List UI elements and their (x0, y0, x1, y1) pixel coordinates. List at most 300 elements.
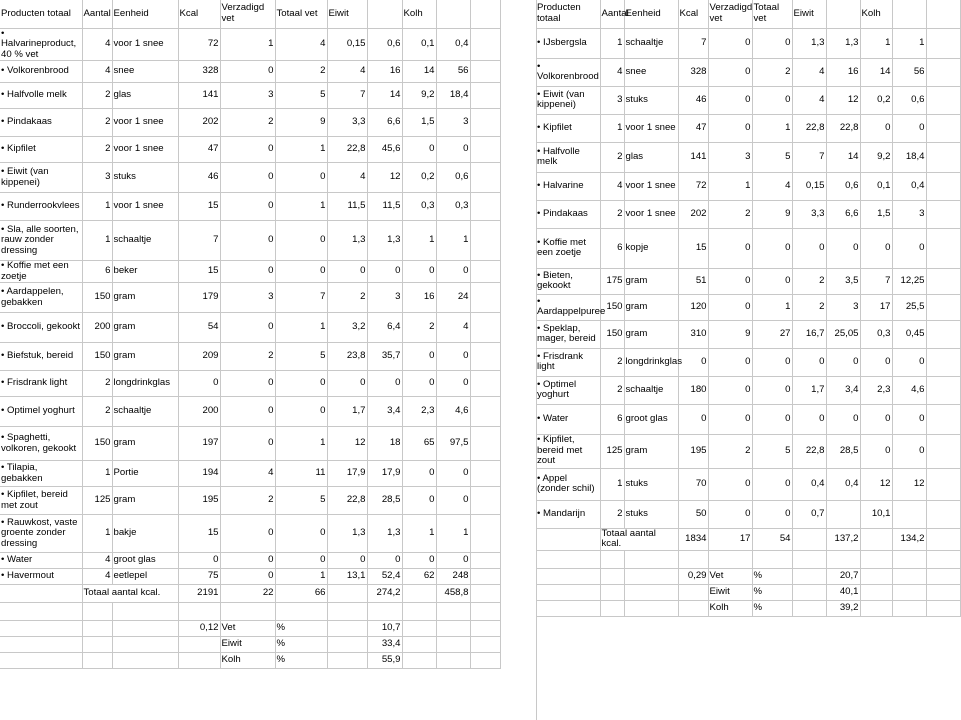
value-cell: 2 (402, 313, 436, 343)
empty-cell (600, 550, 624, 568)
value-cell: 16 (402, 283, 436, 313)
empty-cell (860, 550, 892, 568)
empty-cell (792, 550, 826, 568)
value-cell: 2 (220, 487, 275, 515)
value-cell: 0 (367, 553, 402, 569)
value-cell: 0 (752, 28, 792, 58)
product-name: • Kipfilet, bereid met zout (0, 487, 82, 515)
value-cell: 9,2 (402, 83, 436, 109)
empty-cell (470, 603, 500, 621)
value-cell: 0 (892, 228, 926, 268)
blank-row (536, 550, 960, 568)
empty-cell (0, 653, 82, 669)
unit: stuks (624, 468, 678, 500)
value-cell: 0 (275, 553, 327, 569)
value-cell: 0 (792, 348, 826, 376)
value-cell: 1,3 (367, 221, 402, 261)
right-table-body (536, 28, 960, 616)
value-cell: 28,5 (826, 434, 860, 468)
header-carbs: Kolh (402, 0, 436, 28)
value-cell: 4 (220, 461, 275, 487)
total-row (0, 585, 500, 603)
value-cell (892, 500, 926, 528)
value-cell: 0,2 (860, 86, 892, 114)
unit: schaaltje (624, 28, 678, 58)
value-cell: 0 (752, 404, 792, 434)
summary-row (536, 600, 960, 616)
value-cell: 52,4 (367, 569, 402, 585)
empty-cell (327, 603, 367, 621)
unit: voor 1 snee (112, 137, 178, 163)
value-cell: 3,4 (826, 376, 860, 404)
empty-cell (82, 653, 112, 669)
empty-cell (470, 83, 500, 109)
product-name: • Havermout (0, 569, 82, 585)
unit: stuks (624, 86, 678, 114)
value-cell: 197 (178, 427, 220, 461)
product-name: • Halfvolle melk (0, 83, 82, 109)
value-cell: 0,7 (792, 500, 826, 528)
empty-cell (926, 404, 960, 434)
table-row (0, 261, 500, 283)
value-cell: 1 (436, 515, 470, 553)
value-cell: 0 (892, 348, 926, 376)
table-row (536, 320, 960, 348)
empty-cell (470, 109, 500, 137)
amount: 3 (82, 163, 112, 193)
value-cell: 0 (220, 371, 275, 397)
value-cell: 0 (752, 500, 792, 528)
amount: 2 (600, 200, 624, 228)
empty-cell (470, 28, 500, 61)
value-cell: 28,5 (367, 487, 402, 515)
empty-cell (275, 603, 327, 621)
value-cell: 0 (367, 371, 402, 397)
product-name: • Bieten, gekookt (536, 268, 600, 294)
amount: 1 (600, 114, 624, 142)
empty-cell (436, 653, 470, 669)
value-cell: 328 (678, 58, 708, 86)
table-row (0, 283, 500, 313)
empty-cell (792, 528, 826, 550)
unit: gram (112, 487, 178, 515)
empty-cell (402, 653, 436, 669)
value-cell: 0,4 (892, 172, 926, 200)
table-row (0, 221, 500, 261)
total-protein: 274,2 (367, 585, 402, 603)
value-cell: 1 (402, 221, 436, 261)
value-cell: 0 (436, 461, 470, 487)
value-cell: 15 (178, 261, 220, 283)
value-cell: 0 (178, 371, 220, 397)
value-cell: 22,8 (792, 114, 826, 142)
header-carbs-total (436, 0, 470, 28)
empty-cell (436, 603, 470, 621)
value-cell: 5 (752, 434, 792, 468)
empty-cell (470, 397, 500, 427)
header-product: Producten totaal (0, 0, 82, 28)
value-cell: 1,3 (792, 28, 826, 58)
value-cell: 16 (367, 61, 402, 83)
value-cell: 0,4 (436, 28, 470, 61)
value-cell: 0 (752, 376, 792, 404)
table-row (0, 28, 500, 61)
value-cell: 0 (708, 294, 752, 320)
empty-cell (327, 621, 367, 637)
empty-cell (470, 61, 500, 83)
amount: 4 (600, 58, 624, 86)
value-cell: 4 (275, 28, 327, 61)
value-cell: 0 (178, 553, 220, 569)
value-cell: 0 (327, 261, 367, 283)
amount: 2 (82, 109, 112, 137)
unit: snee (624, 58, 678, 86)
empty-cell (112, 603, 178, 621)
empty-cell (860, 600, 892, 616)
empty-cell (926, 550, 960, 568)
empty-cell (470, 653, 500, 669)
header-carbs: Kolh (860, 0, 892, 28)
value-cell: 18,4 (892, 142, 926, 172)
unit: beker (112, 261, 178, 283)
empty-cell (826, 550, 860, 568)
value-cell: 120 (678, 294, 708, 320)
summary-value: 39,2 (826, 600, 860, 616)
value-cell: 0 (436, 343, 470, 371)
value-cell: 248 (436, 569, 470, 585)
empty-cell (926, 200, 960, 228)
unit: gram (112, 427, 178, 461)
value-cell: 0 (708, 348, 752, 376)
value-cell: 70 (678, 468, 708, 500)
summary-ratio (178, 637, 220, 653)
summary-row (536, 568, 960, 584)
value-cell: 0 (220, 553, 275, 569)
value-cell: 7 (178, 221, 220, 261)
table-row (0, 61, 500, 83)
value-cell: 12 (860, 468, 892, 500)
value-cell: 22,8 (792, 434, 826, 468)
value-cell: 0 (402, 137, 436, 163)
value-cell: 0,1 (860, 172, 892, 200)
summary-percent-sign: % (752, 568, 792, 584)
value-cell: 0 (708, 28, 752, 58)
value-cell: 4,6 (892, 376, 926, 404)
header-carbs-total (892, 0, 926, 28)
amount: 2 (600, 500, 624, 528)
value-cell: 0,6 (892, 86, 926, 114)
table-row (536, 28, 960, 58)
product-name: • Frisdrank light (536, 348, 600, 376)
value-cell: 0,3 (860, 320, 892, 348)
value-cell: 2 (708, 200, 752, 228)
empty-cell (470, 569, 500, 585)
summary-percent-sign: % (752, 584, 792, 600)
empty-cell (327, 637, 367, 653)
value-cell: 2,3 (860, 376, 892, 404)
empty-cell (926, 268, 960, 294)
table-row (0, 427, 500, 461)
value-cell: 0 (752, 468, 792, 500)
header-amount: Aantal (82, 0, 112, 28)
value-cell: 0,2 (402, 163, 436, 193)
empty-cell (678, 550, 708, 568)
table-row (0, 569, 500, 585)
value-cell: 1,3 (367, 515, 402, 553)
blank-row (0, 603, 500, 621)
table-row (0, 343, 500, 371)
total-saturated-fat: 17 (708, 528, 752, 550)
value-cell: 328 (178, 61, 220, 83)
value-cell: 65 (402, 427, 436, 461)
empty-cell (624, 568, 678, 584)
empty-cell (0, 621, 82, 637)
product-name: • Runderrookvlees (0, 193, 82, 221)
product-name: • Koffie met een zoetje (0, 261, 82, 283)
value-cell: 15 (178, 515, 220, 553)
value-cell: 1 (275, 569, 327, 585)
table-row (0, 163, 500, 193)
value-cell: 0 (402, 371, 436, 397)
total-saturated-fat: 22 (220, 585, 275, 603)
value-cell: 1 (752, 294, 792, 320)
value-cell: 3,5 (826, 268, 860, 294)
value-cell: 0 (436, 137, 470, 163)
right-nutrition-table (536, 0, 961, 617)
value-cell: 13,1 (327, 569, 367, 585)
empty-cell (0, 603, 82, 621)
table-row (536, 348, 960, 376)
value-cell: 7 (678, 28, 708, 58)
header-protein: Eiwit (792, 0, 826, 28)
value-cell: 194 (178, 461, 220, 487)
value-cell: 5 (275, 83, 327, 109)
summary-row (0, 653, 500, 669)
value-cell: 46 (678, 86, 708, 114)
value-cell: 16 (826, 58, 860, 86)
product-name: • Spaghetti, volkoren, gekookt (0, 427, 82, 461)
value-cell: 0 (708, 376, 752, 404)
value-cell: 7 (327, 83, 367, 109)
empty-cell (470, 163, 500, 193)
summary-ratio (178, 653, 220, 669)
empty-cell (470, 487, 500, 515)
header-total-fat: Totaal vet (752, 0, 792, 28)
value-cell: 11 (275, 461, 327, 487)
value-cell: 0 (220, 193, 275, 221)
value-cell: 0 (892, 434, 926, 468)
value-cell: 0 (436, 487, 470, 515)
value-cell: 17,9 (327, 461, 367, 487)
summary-ratio (678, 600, 708, 616)
value-cell: 11,5 (327, 193, 367, 221)
value-cell: 46 (178, 163, 220, 193)
amount: 175 (600, 268, 624, 294)
empty-cell (327, 653, 367, 669)
value-cell: 47 (178, 137, 220, 163)
value-cell: 12 (367, 163, 402, 193)
value-cell: 1 (220, 28, 275, 61)
table-row (0, 515, 500, 553)
header-saturated-fat: Verzadigd vet (220, 0, 275, 28)
empty-cell (470, 343, 500, 371)
empty-cell (178, 603, 220, 621)
header-kcal: Kcal (178, 0, 220, 28)
amount: 2 (82, 397, 112, 427)
product-name: • Halvarineproduct, 40 % vet (0, 28, 82, 61)
unit: longdrinkglas (624, 348, 678, 376)
value-cell: 12,25 (892, 268, 926, 294)
table-row (0, 553, 500, 569)
empty-cell (470, 515, 500, 553)
value-cell: 0,45 (892, 320, 926, 348)
table-row (0, 313, 500, 343)
empty-cell (536, 550, 600, 568)
empty-cell (792, 584, 826, 600)
empty-cell (436, 637, 470, 653)
empty-cell (470, 371, 500, 397)
product-name: • Optimel yoghurt (536, 376, 600, 404)
product-name: • Water (0, 553, 82, 569)
empty-cell (752, 550, 792, 568)
value-cell: 1,5 (860, 200, 892, 228)
value-cell: 12 (826, 86, 860, 114)
value-cell: 15 (178, 193, 220, 221)
value-cell: 0 (220, 515, 275, 553)
column-gap (500, 0, 537, 720)
empty-cell (470, 553, 500, 569)
value-cell: 9 (752, 200, 792, 228)
value-cell: 0 (678, 348, 708, 376)
value-cell: 0 (220, 261, 275, 283)
value-cell: 0 (792, 228, 826, 268)
value-cell: 1 (752, 114, 792, 142)
summary-value: 20,7 (826, 568, 860, 584)
amount: 1 (600, 468, 624, 500)
unit: glas (624, 142, 678, 172)
amount: 2 (82, 83, 112, 109)
value-cell: 4 (327, 61, 367, 83)
value-cell: 2 (792, 268, 826, 294)
empty-cell (624, 600, 678, 616)
amount: 150 (82, 427, 112, 461)
summary-value: 40,1 (826, 584, 860, 600)
empty-cell (792, 600, 826, 616)
value-cell: 0 (275, 221, 327, 261)
table-row (536, 114, 960, 142)
empty-cell (536, 528, 600, 550)
summary-percent-sign: % (752, 600, 792, 616)
value-cell: 75 (178, 569, 220, 585)
unit: eetlepel (112, 569, 178, 585)
empty-cell (926, 142, 960, 172)
value-cell: 0 (402, 487, 436, 515)
value-cell: 7 (275, 283, 327, 313)
value-cell: 1,3 (327, 515, 367, 553)
value-cell: 5 (275, 487, 327, 515)
empty-cell (926, 294, 960, 320)
table-row (536, 268, 960, 294)
value-cell: 0 (275, 261, 327, 283)
table-row (0, 137, 500, 163)
value-cell: 4 (327, 163, 367, 193)
empty-cell (402, 603, 436, 621)
table-row (536, 86, 960, 114)
value-cell: 0,15 (327, 28, 367, 61)
value-cell: 200 (178, 397, 220, 427)
empty-cell (926, 376, 960, 404)
left-table-body (0, 28, 500, 669)
value-cell: 3 (436, 109, 470, 137)
value-cell: 45,6 (367, 137, 402, 163)
unit: schaaltje (624, 376, 678, 404)
unit: stuks (624, 500, 678, 528)
value-cell: 15 (678, 228, 708, 268)
product-name: • Mandarijn (536, 500, 600, 528)
value-cell: 0 (220, 137, 275, 163)
amount: 125 (82, 487, 112, 515)
empty-cell (600, 600, 624, 616)
table-row (536, 434, 960, 468)
value-cell: 0 (792, 404, 826, 434)
value-cell: 62 (402, 569, 436, 585)
empty-cell (892, 600, 926, 616)
value-cell: 2 (220, 343, 275, 371)
table-row (536, 58, 960, 86)
product-name: • Kipfilet, bereid met zout (536, 434, 600, 468)
amount: 150 (82, 283, 112, 313)
summary-percent-sign: % (275, 653, 327, 669)
unit: gram (624, 320, 678, 348)
value-cell: 22,8 (826, 114, 860, 142)
header-saturated-fat: Verzadigd vet (708, 0, 752, 28)
header-extra (926, 0, 960, 28)
value-cell: 141 (678, 142, 708, 172)
unit: voor 1 snee (112, 193, 178, 221)
total-label: Totaal aantal kcal. (82, 585, 178, 603)
empty-cell (600, 568, 624, 584)
amount: 1 (82, 515, 112, 553)
unit: longdrinkglas (112, 371, 178, 397)
amount: 150 (82, 343, 112, 371)
value-cell: 14 (367, 83, 402, 109)
empty-cell (860, 584, 892, 600)
amount: 1 (82, 461, 112, 487)
header-protein: Eiwit (327, 0, 367, 28)
value-cell: 0 (892, 404, 926, 434)
product-name: • Water (536, 404, 600, 434)
value-cell: 0 (752, 86, 792, 114)
value-cell: 1 (860, 28, 892, 58)
empty-cell (926, 500, 960, 528)
empty-cell (470, 621, 500, 637)
value-cell: 0 (826, 348, 860, 376)
empty-cell (470, 193, 500, 221)
product-name: • Volkorenbrood (0, 61, 82, 83)
amount: 6 (600, 404, 624, 434)
value-cell: 0 (402, 261, 436, 283)
summary-label: Kolh (220, 653, 275, 669)
value-cell: 0 (220, 427, 275, 461)
table-row (536, 294, 960, 320)
empty-cell (792, 568, 826, 584)
empty-cell (470, 313, 500, 343)
value-cell (826, 500, 860, 528)
value-cell: 3,3 (327, 109, 367, 137)
product-name: • Rauwkost, vaste groente zonder dressing (0, 515, 82, 553)
product-name: • Frisdrank light (0, 371, 82, 397)
empty-cell (470, 585, 500, 603)
